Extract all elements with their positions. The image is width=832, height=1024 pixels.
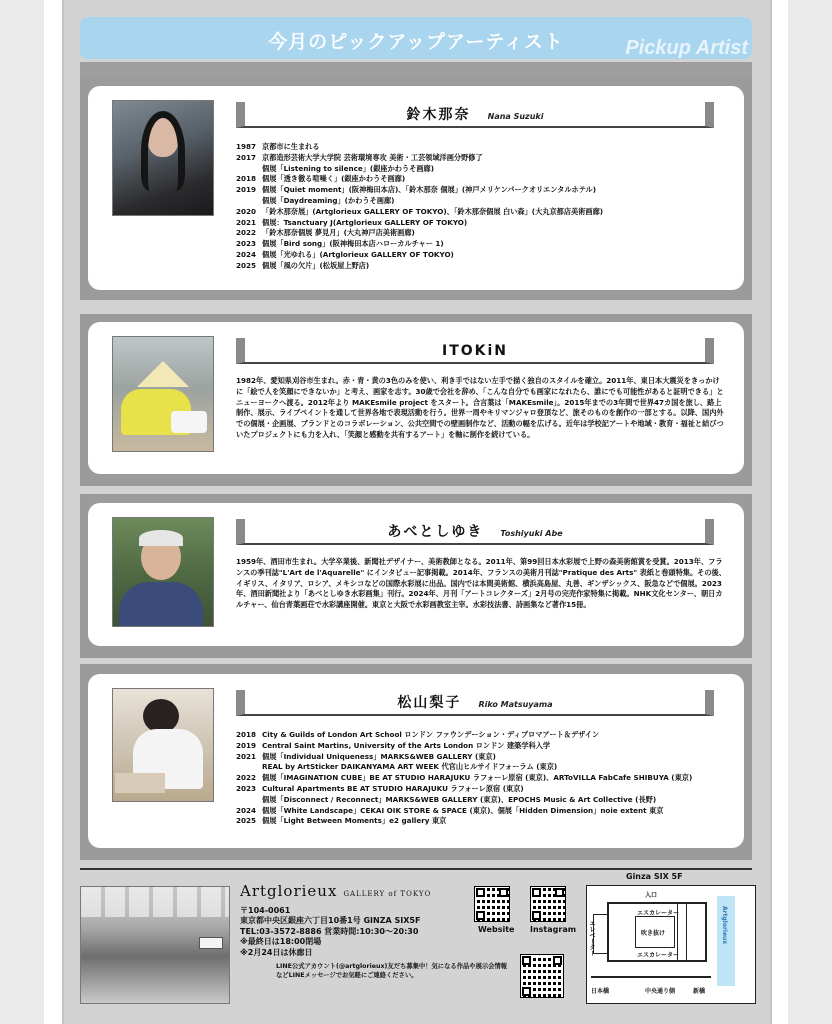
bio-row: 個展「Daydreaming」(かわうそ画廊)	[262, 195, 395, 205]
artist-bio: 1959年、酒田市生まれ。大学卒業後、新聞社デザイナー、美術教師となる。2011年、第99回日本水彩展で上野の森美術館賞を受賞。2013年、フランスの季刊誌"L'Art de l'Aquarelle" にインタビュー記事掲載。2014年、フランスの美術月刊誌"Pratique des Arts" 表紙と巻頭特集。その後、イギリス、イタリア、ロシア、メキシコなどの国際水彩展に出品。国内では本間美術館、横浜高島屋、丸善、ギンザシックス、阪急などで個展。2023年、酒田新聞社より「あべとしゆき水彩画集」刊行。2024年、月刊「アートコレクターズ」2月号の完売作家特集に掲載。NHK文化センター、朝日カルチャー、仙台青葉画荘で水彩講座開催。東京と大阪で水彩画教室主宰。水彩技法書、詩画集など著作15冊。	[236, 557, 726, 610]
bio-row: 2021 個展「Individual Uniqueness」MARKS&WEB GALLERY (東京)	[236, 751, 496, 761]
bio-row: REAL by ArtSticker DAIKANYAMA ART WEEK 代官山ヒルサイドフォーラム (東京)	[262, 762, 558, 772]
ceiling-lights	[81, 887, 229, 917]
artist-photo	[112, 100, 214, 216]
artist-name-bar	[236, 338, 714, 364]
bio-row: 2019 個展「Quiet moment」(阪神梅田本店)、「鈴木那奈 個展」(神戸メリケンパークオリエンタルホテル)	[236, 185, 597, 195]
map-gallery-label: Artglorieux	[721, 906, 728, 945]
hair-shape	[143, 699, 179, 733]
floor-map	[586, 885, 756, 1004]
artist-name-en: Toshiyuki Abe	[500, 529, 563, 538]
map-atrium-label: 吹き抜け	[641, 930, 666, 937]
map-elevator-label: エレベーター	[588, 920, 595, 956]
map-nihonbashi-label: 日本橋	[591, 988, 610, 995]
artist-name-bar	[236, 519, 714, 545]
footer	[78, 870, 758, 1020]
page-subtitle: Pickup Artist	[625, 37, 748, 59]
artist-card-itokin	[88, 322, 744, 474]
bio-row: 2024 個展「White Landscape」CEKAI OIK STORE & SPACE (東京)、個展「Hidden Dimension」noie extent 東京	[236, 805, 664, 815]
note-holiday: ※2月24日は休廊日	[240, 947, 313, 957]
bio-row: 2025 個展「Light Between Moments」e2 gallery 東京	[236, 816, 447, 826]
instagram-label: Instagram	[530, 925, 577, 934]
note-closing: ※最終日は18:00閉場	[240, 937, 322, 946]
map-escalator-label-2: エスカレーター	[637, 952, 680, 959]
tel-hours: TEL:03-3572-8886 営業時間:10:30～20:30	[240, 926, 419, 936]
hair-shape	[141, 111, 185, 191]
header-band	[80, 62, 752, 78]
gallery-screen	[199, 937, 223, 949]
canvas-shape	[171, 411, 207, 433]
bio-row: 個展「Listening to silence」(銀座かわうそ画廊)	[262, 163, 435, 173]
artist-name-en: Nana Suzuki	[487, 112, 544, 121]
gallery-info	[240, 882, 470, 958]
map-chuo-dori-label: 中央通り側	[645, 988, 676, 995]
artist-name-bar	[236, 690, 714, 716]
bio-row: 2021 個展：Tsanctuary J(Artglorieux GALLERY OF TOKYO)	[236, 217, 468, 227]
artist-card-nana-suzuki	[88, 86, 744, 290]
bio-row: 2024 個展「光ゆれる」(Artglorieux GALLERY OF TOKYO)	[236, 249, 454, 259]
desk-shape	[115, 773, 165, 793]
artist-bio	[236, 142, 726, 272]
bio-row: 2025 個展「風の欠片」(松坂屋上野店)	[236, 260, 370, 270]
gallery-photo	[80, 886, 230, 1004]
bio-row: 2023 Cultural Apartments BE AT STUDIO HARAJUKU ラフォーレ原宿 (東京)	[236, 783, 524, 793]
artist-photo	[112, 517, 214, 627]
bio-row: 2017 京都造形芸術大学大学院 芸術環境専攻 美術・工芸領域洋画分野修了	[236, 152, 483, 162]
artist-name-jp: ITOKiN	[441, 343, 509, 359]
artist-name-jp: 鈴木那奈	[406, 107, 471, 123]
map-shinbashi-label: 新橋	[693, 988, 706, 995]
artist-name-jp: 松山梨子	[397, 695, 462, 711]
postal-code: 〒104-0061	[240, 905, 291, 915]
bio-row: 1987 京都市に生まれる	[236, 142, 320, 151]
bio-row: 2022 個展「IMAGINATION CUBE」BE AT STUDIO HARAJUKU ラフォーレ原宿 (東京)、ARToVILLA FabCafe SHIBUYA (東京)	[236, 773, 693, 783]
bio-row: 2018 個展「透き徹る喧噪く」(銀座かわうそ画廊)	[236, 174, 406, 184]
instagram-qr-icon[interactable]	[530, 886, 566, 922]
artist-photo	[112, 336, 214, 452]
address: 東京都中央区銀座六丁目10番1号 GINZA SIX5F	[240, 916, 421, 925]
bio-row: 2023 個展「Bird song」(阪神梅田本店ハローカルチャー 1)	[236, 239, 444, 249]
bio-row: 2019 Central Saint Martins, University of the Arts London ロンドン 建築学科入学	[236, 740, 551, 750]
jacket-shape	[119, 582, 203, 626]
artist-name-en: Riko Matsuyama	[478, 700, 553, 709]
page-title: 今月のピックアップアーティスト	[268, 31, 564, 53]
hair-shape	[139, 530, 183, 546]
gallery-sub: GALLERY of TOKYO	[343, 890, 432, 898]
map-escalator-label: エスカレーター	[637, 910, 680, 917]
hat-shape	[137, 361, 189, 387]
line-note: LINE公式アカウント(@artglorieux)友だち募集中！気になる作品や展示会情報などLINEメッセージでお気軽にご連絡ください。	[276, 963, 508, 979]
line-qr-icon[interactable]	[520, 954, 564, 998]
map-entrance-label: 入口	[645, 892, 658, 899]
gallery-name: Artglorieux GALLERY of TOKYO	[240, 882, 432, 900]
bio-row: 2018 City & Guilds of London Art School ロンドン ファウンデーション・ディプロマアート＆デザイン	[236, 730, 600, 739]
artist-bio	[236, 730, 726, 827]
artist-bio: 1982年、愛知県刈谷市生まれ。赤・青・黄の3色のみを使い、利き手ではない左手で描く独自のスタイルを確立。2011年、東日本大震災をきっかけに「絵で人を笑顔にできないか」と考え、画家を志す。30歳で会社を辞め、「こんな自分でも画家になれたら、誰にでも可能性があると証明できる」とニューヨークへ渡る。2012年より MAKEsmile project をスタート。合言葉は「MAKEsmile」。2015年までの3年間で世界47カ国を旅し、路上制作、展示、ライブペイントを通して世界各地で表現活動を行う。世界一周やキリマンジャロ登頂など、旅そのものを創作の一部とする。以降、国内外での個展・企画展、ブランドとのコラボレーション、公共空間での壁画制作など、活動の幅を広げる。近年は学校記アートや地域・教育・福祉と結びついたプロジェクトにも力を入れ、「笑顔と感動を共有するアート」を軸に制作を続けている。	[236, 376, 724, 439]
bio-row: 個展「Disconnect / Reconnect」MARKS&WEB GALLERY (東京)、EPOCHS Music & Art Collective (長野)	[262, 794, 657, 804]
artist-name-bar	[236, 102, 714, 128]
map-street-line	[591, 976, 711, 978]
artist-card-toshiyuki-abe	[88, 503, 744, 646]
bio-row: 2020 「鈴木那奈展」(Artglorieux GALLERY OF TOKYO)、「鈴木那奈個展 白い森」(大丸京都店美術画廊)	[236, 206, 604, 216]
artist-card-riko-matsuyama	[88, 674, 744, 848]
artist-photo	[112, 688, 214, 802]
header-banner	[80, 17, 752, 59]
artist-name-jp: あべとしゆき	[387, 524, 484, 540]
website-label: Website	[478, 925, 515, 934]
website-qr-icon[interactable]	[474, 886, 510, 922]
bio-row: 2022 「鈴木那奈個展 夢見月」(大丸神戸店美術画廊)	[236, 228, 415, 238]
map-title: Ginza SIX 5F	[626, 872, 683, 881]
